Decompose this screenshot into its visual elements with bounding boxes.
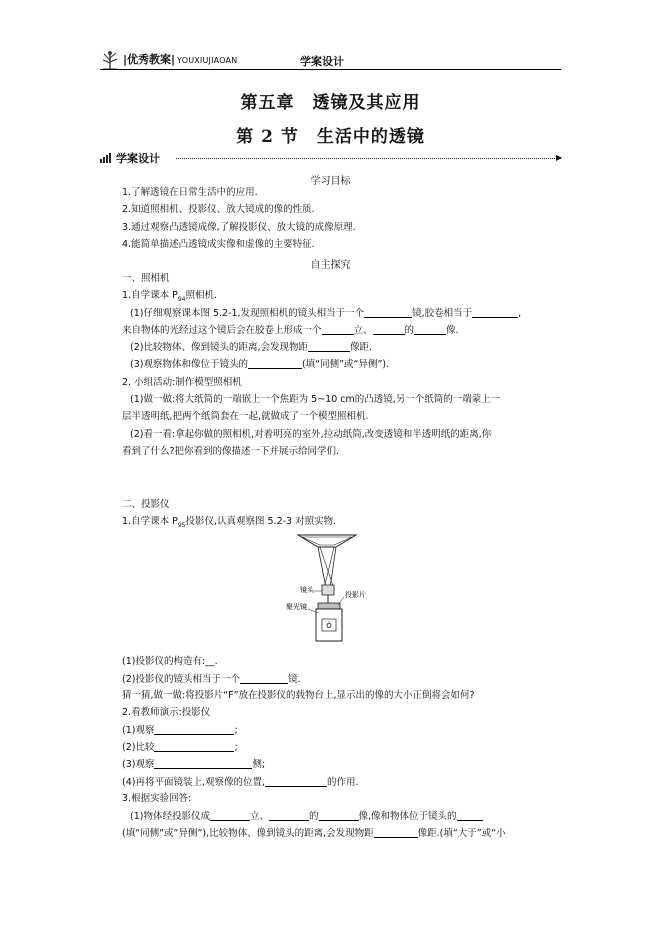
lens-head [322, 585, 334, 595]
part1-title: 一、照相机 [122, 273, 170, 284]
answer-blank[interactable] [364, 307, 412, 318]
part2-guess: 猜一猜,做一做:将投影片“F”放在投影仪的载物台上,显示出的像的大小正倒将会如何? [122, 690, 475, 701]
part2-a1: (1)物体经投影仪成 立、 的 像,像和物体位于镜头的 [130, 810, 483, 823]
part2-title: 二、投影仪 [122, 499, 170, 510]
slide-stage [318, 603, 340, 609]
part2-o2: (2)比较 ; [122, 742, 238, 753]
self-study-heading: 自主探究 [310, 260, 351, 271]
part1-q2-2: (2)看一看:拿起你做的照相机,对着明亮的室外,拉动纸筒,改变透镜和半透明纸的距离,你 [130, 429, 492, 440]
tree-logo-icon [100, 48, 120, 70]
part1-q1-1-cont: 来自物体的光经过这个镜后会在胶卷上形成一个 立、 的 像. [122, 325, 459, 336]
part1-q2-1-cont: 层半透明纸,把两个纸筒套在一起,就做成了一个模型照相机. [122, 411, 369, 422]
part2-p2: (2)投影仪的镜头相当于一个 镜. [122, 674, 301, 685]
goal-item: 1.了解透镜在日常生活中的应用. [122, 187, 258, 198]
answer-blank[interactable] [322, 324, 354, 335]
answer-blank[interactable] [373, 324, 405, 335]
label-condenser: 聚光镜 [286, 603, 307, 611]
part1-q2-2-cont: 看到了什么?把你看到的像描述一下并展示给同学们. [122, 446, 340, 457]
answer-blank[interactable] [154, 758, 252, 769]
section-title: 第 2 节 生活中的透镜 [236, 127, 425, 147]
part2-a1-cont: (填“同侧”或“异侧”),比较物体、像到镜头的距离,会发现物距 像距.(填“大于”或“小 [122, 828, 506, 839]
answer-blank[interactable] [154, 724, 234, 735]
section-bar-label: 学案设计 [116, 152, 160, 165]
part2-q1: 1.自学课本 $P_{95}$投影仪,认真观察图 5.2-3 对照实物. [122, 516, 337, 529]
part1-q2: 2. 小组活动:制作模型照相机 [122, 377, 242, 388]
answer-blank[interactable] [269, 810, 309, 821]
goal-item: 3.通过观察凸透镜成像,了解投影仪、放大镜的成像原理. [122, 222, 356, 233]
answer-blank[interactable] [308, 341, 350, 352]
answer-blank[interactable] [265, 776, 327, 787]
answer-blank[interactable] [240, 673, 288, 684]
part1-q1: 1.自学课本 $P_{94}$照相机. [122, 290, 217, 303]
part2-p1: (1)投影仪的构造有:__. [122, 656, 218, 667]
answer-blank[interactable] [472, 307, 518, 318]
chapter-title: 第五章 透镜及其应用 [240, 93, 421, 113]
part2-q3: 3.根据实验回答: [122, 793, 192, 804]
brand-name [123, 51, 237, 67]
dotted-rule [176, 158, 561, 159]
part1-q1-3: (3)观察物体和像位于镜头的 (填“同侧”或“异侧”). [130, 359, 390, 370]
goal-item: 2.知道照相机、投影仪、放大镜成的像的性质. [122, 204, 315, 215]
label-slide: 投影片 [345, 591, 366, 599]
part2-o4: (4)再将平面镜装上,观察像的位置, 的作用. [122, 777, 359, 788]
arrow-right-icon: ▶ [556, 153, 563, 162]
brand-cn: |优秀教案| [123, 53, 176, 66]
answer-blank[interactable] [154, 741, 234, 752]
part1-q2-1: (1)做一做:将大纸筒的一端嵌上一个焦距为 5~10 cm的凸透镜,另一个纸筒的一端蒙上一 [130, 394, 501, 405]
section-bar [100, 150, 561, 166]
brand-en: YOUXIUJIAOAN [177, 56, 238, 65]
answer-blank[interactable] [248, 358, 302, 369]
part2-q2: 2.看教师演示:投影仪 [122, 707, 211, 718]
part2-o3: (3)观察 侧; [122, 759, 266, 770]
goal-item: 4.能简单描述凸透镜成实像和虚像的主要特征. [122, 239, 315, 250]
answer-blank[interactable] [414, 324, 446, 335]
answer-blank[interactable] [374, 827, 418, 838]
part1-q1-1: (1)仔细观察课本图 5.2-1,发现照相机的镜头相当于一个 镜,胶卷相当于 , [130, 308, 522, 319]
part2-o1: (1)观察 ; [122, 725, 238, 736]
projector-diagram [270, 533, 380, 648]
answer-blank[interactable] [457, 810, 483, 821]
label-lens: 镜头 [300, 586, 314, 594]
header-divider [100, 69, 561, 70]
study-goals-heading: 学习目标 [310, 176, 351, 187]
svg-text:Ö: Ö [326, 622, 332, 630]
bar-chart-icon [100, 153, 112, 163]
answer-blank[interactable] [210, 810, 250, 821]
header-title: 学案设计 [300, 55, 344, 68]
answer-blank[interactable] [319, 810, 359, 821]
projection-screen-inner [302, 537, 352, 545]
part1-q1-2: (2)比较物体、像到镜头的距离,会发现物距 像距. [130, 342, 373, 353]
